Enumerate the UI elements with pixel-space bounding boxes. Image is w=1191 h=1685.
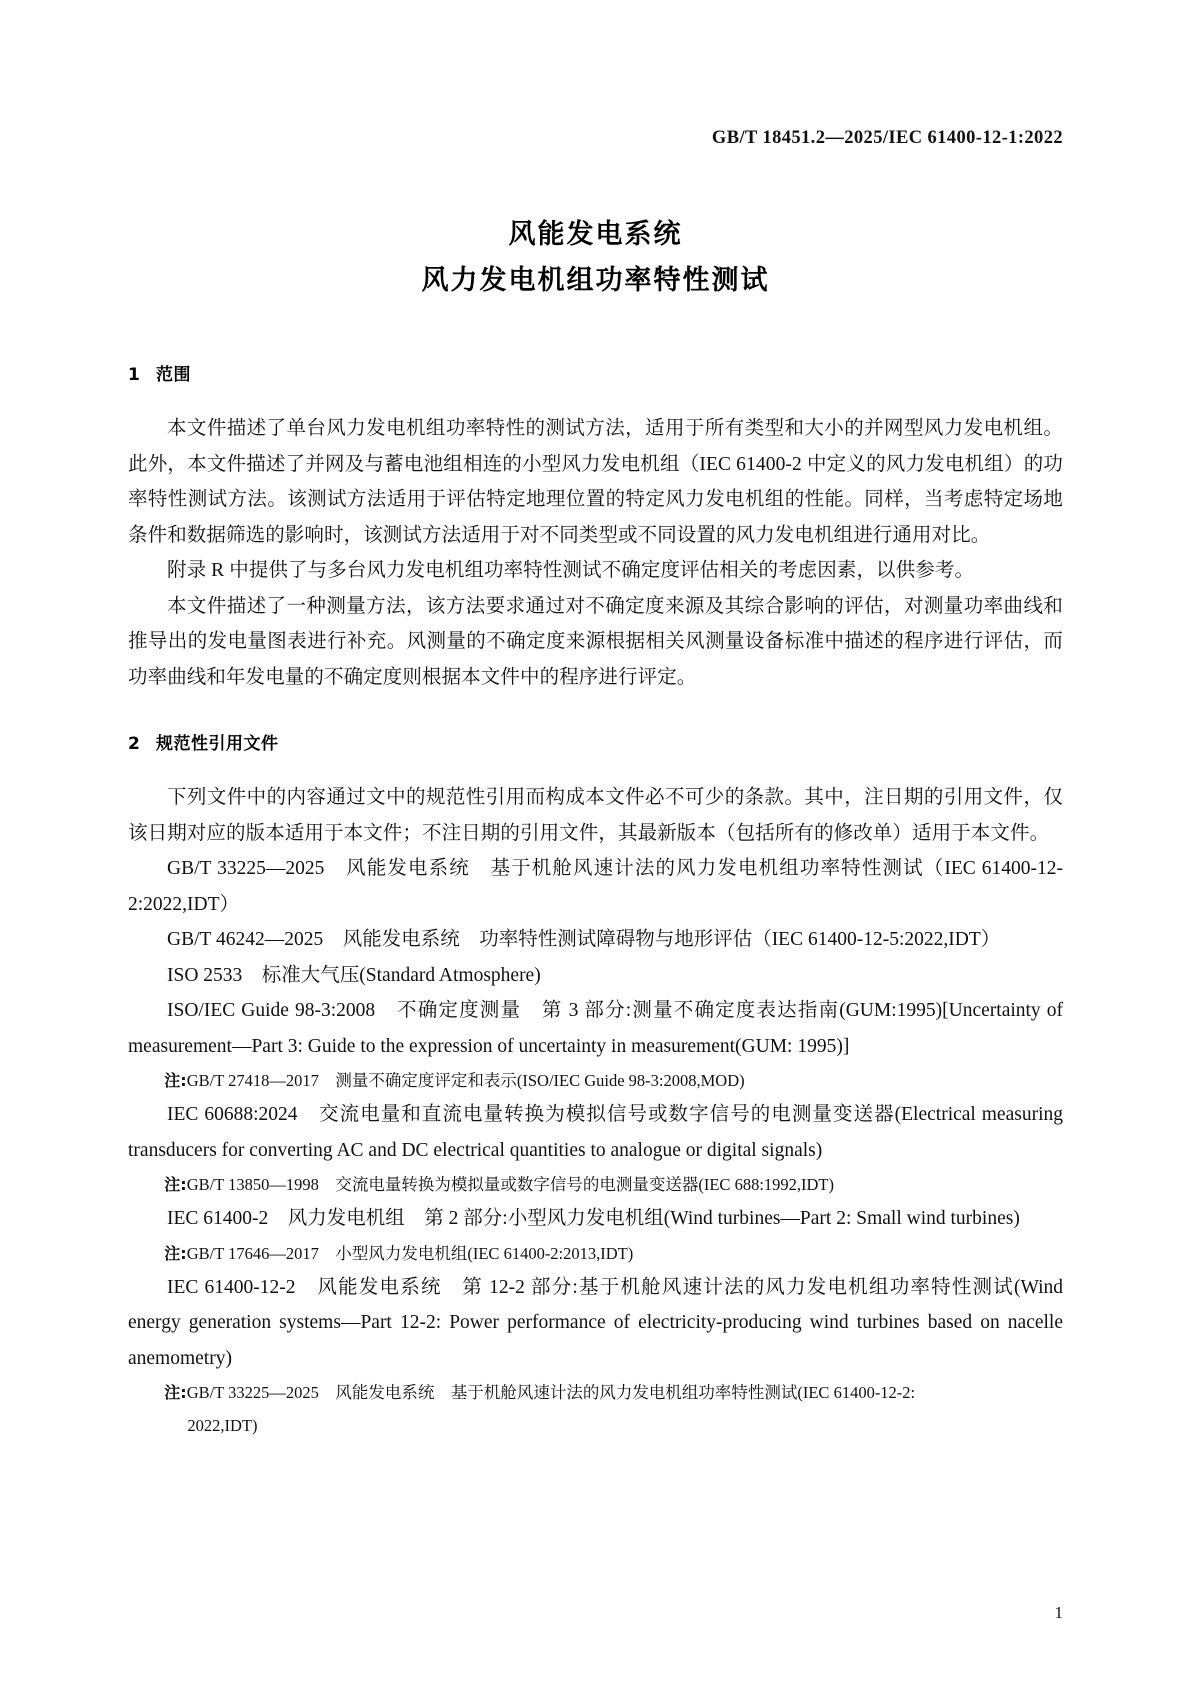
clause-number-1: 1: [128, 365, 141, 385]
reference-item: ISO 2533 标准大气压(Standard Atmosphere): [167, 964, 541, 986]
document-title: [128, 212, 1063, 304]
reference-note: [128, 1064, 1063, 1097]
reference-item: GB/T 33225—2025 风能发电系统 基于机舱风速计法的风力发电机组功率特性测试（IEC 61400-12-2:2022,IDT）: [128, 858, 1063, 915]
reference-item: ISO/IEC Guide 98-3:2008 不确定度测量 第 3 部分:测量不确定度表达指南(GUM:1995)[Uncertainty of measurement—Part 3: Guide to the expression of uncertainty in measurement(GUM: 1995)]: [128, 1000, 1063, 1057]
note-label: 注:: [164, 1383, 187, 1402]
scope-paragraph-1: 本文件描述了单台风力发电机组功率特性的测试方法，适用于所有类型和大小的并网型风力发电机组。此外，本文件描述了并网及与蓄电池组相连的小型风力发电机组（IEC 61400-2 中定义的风力发电机组）的功率特性测试方法。该测试方法适用于评估特定地理位置的特定风力发电机组的性能。同样，当考虑特定场地条件和数据筛选的影响时，该测试方法适用于对不同类型或不同设置的风力发电机组进行通用对比。: [128, 418, 1063, 546]
note-label: 注:: [164, 1175, 187, 1194]
note-text: GB/T 13850—1998 交流电量转换为模拟量或数字信号的电测量变送器(IEC 688:1992,IDT): [186, 1175, 835, 1194]
note-label: 注:: [164, 1243, 187, 1263]
document-body: [128, 360, 1063, 1442]
clause-heading-scope: [128, 360, 1063, 385]
normative-references-intro: 下列文件中的内容通过文中的规范性引用而构成本文件必不可少的条款。其中，注日期的引用文件，仅该日期对应的版本适用于本文件；不注日期的引用文件，其最新版本（包括所有的修改单）适用于本文件。: [128, 787, 1063, 844]
document-title-line-1: 风能发电系统: [508, 219, 683, 250]
reference-item: GB/T 46242—2025 风能发电系统 功率特性测试障碍物与地形评估（IEC 61400-12-5:2022,IDT）: [167, 929, 1001, 950]
reference-note: [128, 1168, 1063, 1201]
note-text: GB/T 33225—2025 风能发电系统 基于机舱风速计法的风力发电机组功率特性测试(IEC 61400-12-2:: [186, 1383, 916, 1402]
reference-note-continuation: 2022,IDT): [187, 1416, 258, 1435]
clause-title-1: 范围: [156, 365, 191, 385]
note-text: GB/T 17646—2017 小型风力发电机组(IEC 61400-2:2013,IDT): [186, 1243, 634, 1263]
scope-paragraph-2: 附录 R 中提供了与多台风力发电机组功率特性测试不确定度评估相关的考虑因素，以供参考。: [167, 560, 975, 581]
clause-number-2: 2: [128, 734, 141, 754]
note-label: 注:: [164, 1071, 187, 1090]
reference-item: IEC 61400-12-2 风能发电系统 第 12-2 部分:基于机舱风速计法的风力发电机组功率特性测试(Wind energy generation systems—Part 12-2: Power performance of electricity-producing wind turbines based on nacelle anemometry): [128, 1276, 1063, 1369]
reference-item: IEC 60688:2024 交流电量和直流电量转换为模拟信号或数字信号的电测量变送器(Electrical measuring transducers for converting AC and DC electrical quantities to analogue or digital signals): [128, 1104, 1063, 1161]
reference-note: [128, 1376, 1063, 1409]
note-text: GB/T 27418—2017 测量不确定度评定和表示(ISO/IEC Guide 98-3:2008,MOD): [186, 1071, 745, 1090]
scope-paragraph-3: 本文件描述了一种测量方法，该方法要求通过对不确定度来源及其综合影响的评估，对测量功率曲线和推导出的发电量图表进行补充。风测量的不确定度来源根据相关风测量设备标准中描述的程序进行评估，而功率曲线和年发电量的不确定度则根据本文件中的程序进行评定。: [128, 595, 1063, 688]
running-header-standard-number: GB/T 18451.2—2025/IEC 61400-12-1:2022: [711, 128, 1063, 148]
reference-item: IEC 61400-2 风力发电机组 第 2 部分:小型风力发电机组(Wind turbines—Part 2: Small wind turbines): [167, 1208, 1020, 1229]
clause-heading-normative-references: [128, 729, 1063, 754]
reference-note: [128, 1237, 1063, 1270]
document-title-line-2: 风力发电机组功率特性测试: [421, 265, 770, 296]
page-number: 1: [1054, 1603, 1063, 1622]
clause-title-2: 规范性引用文件: [156, 734, 279, 754]
